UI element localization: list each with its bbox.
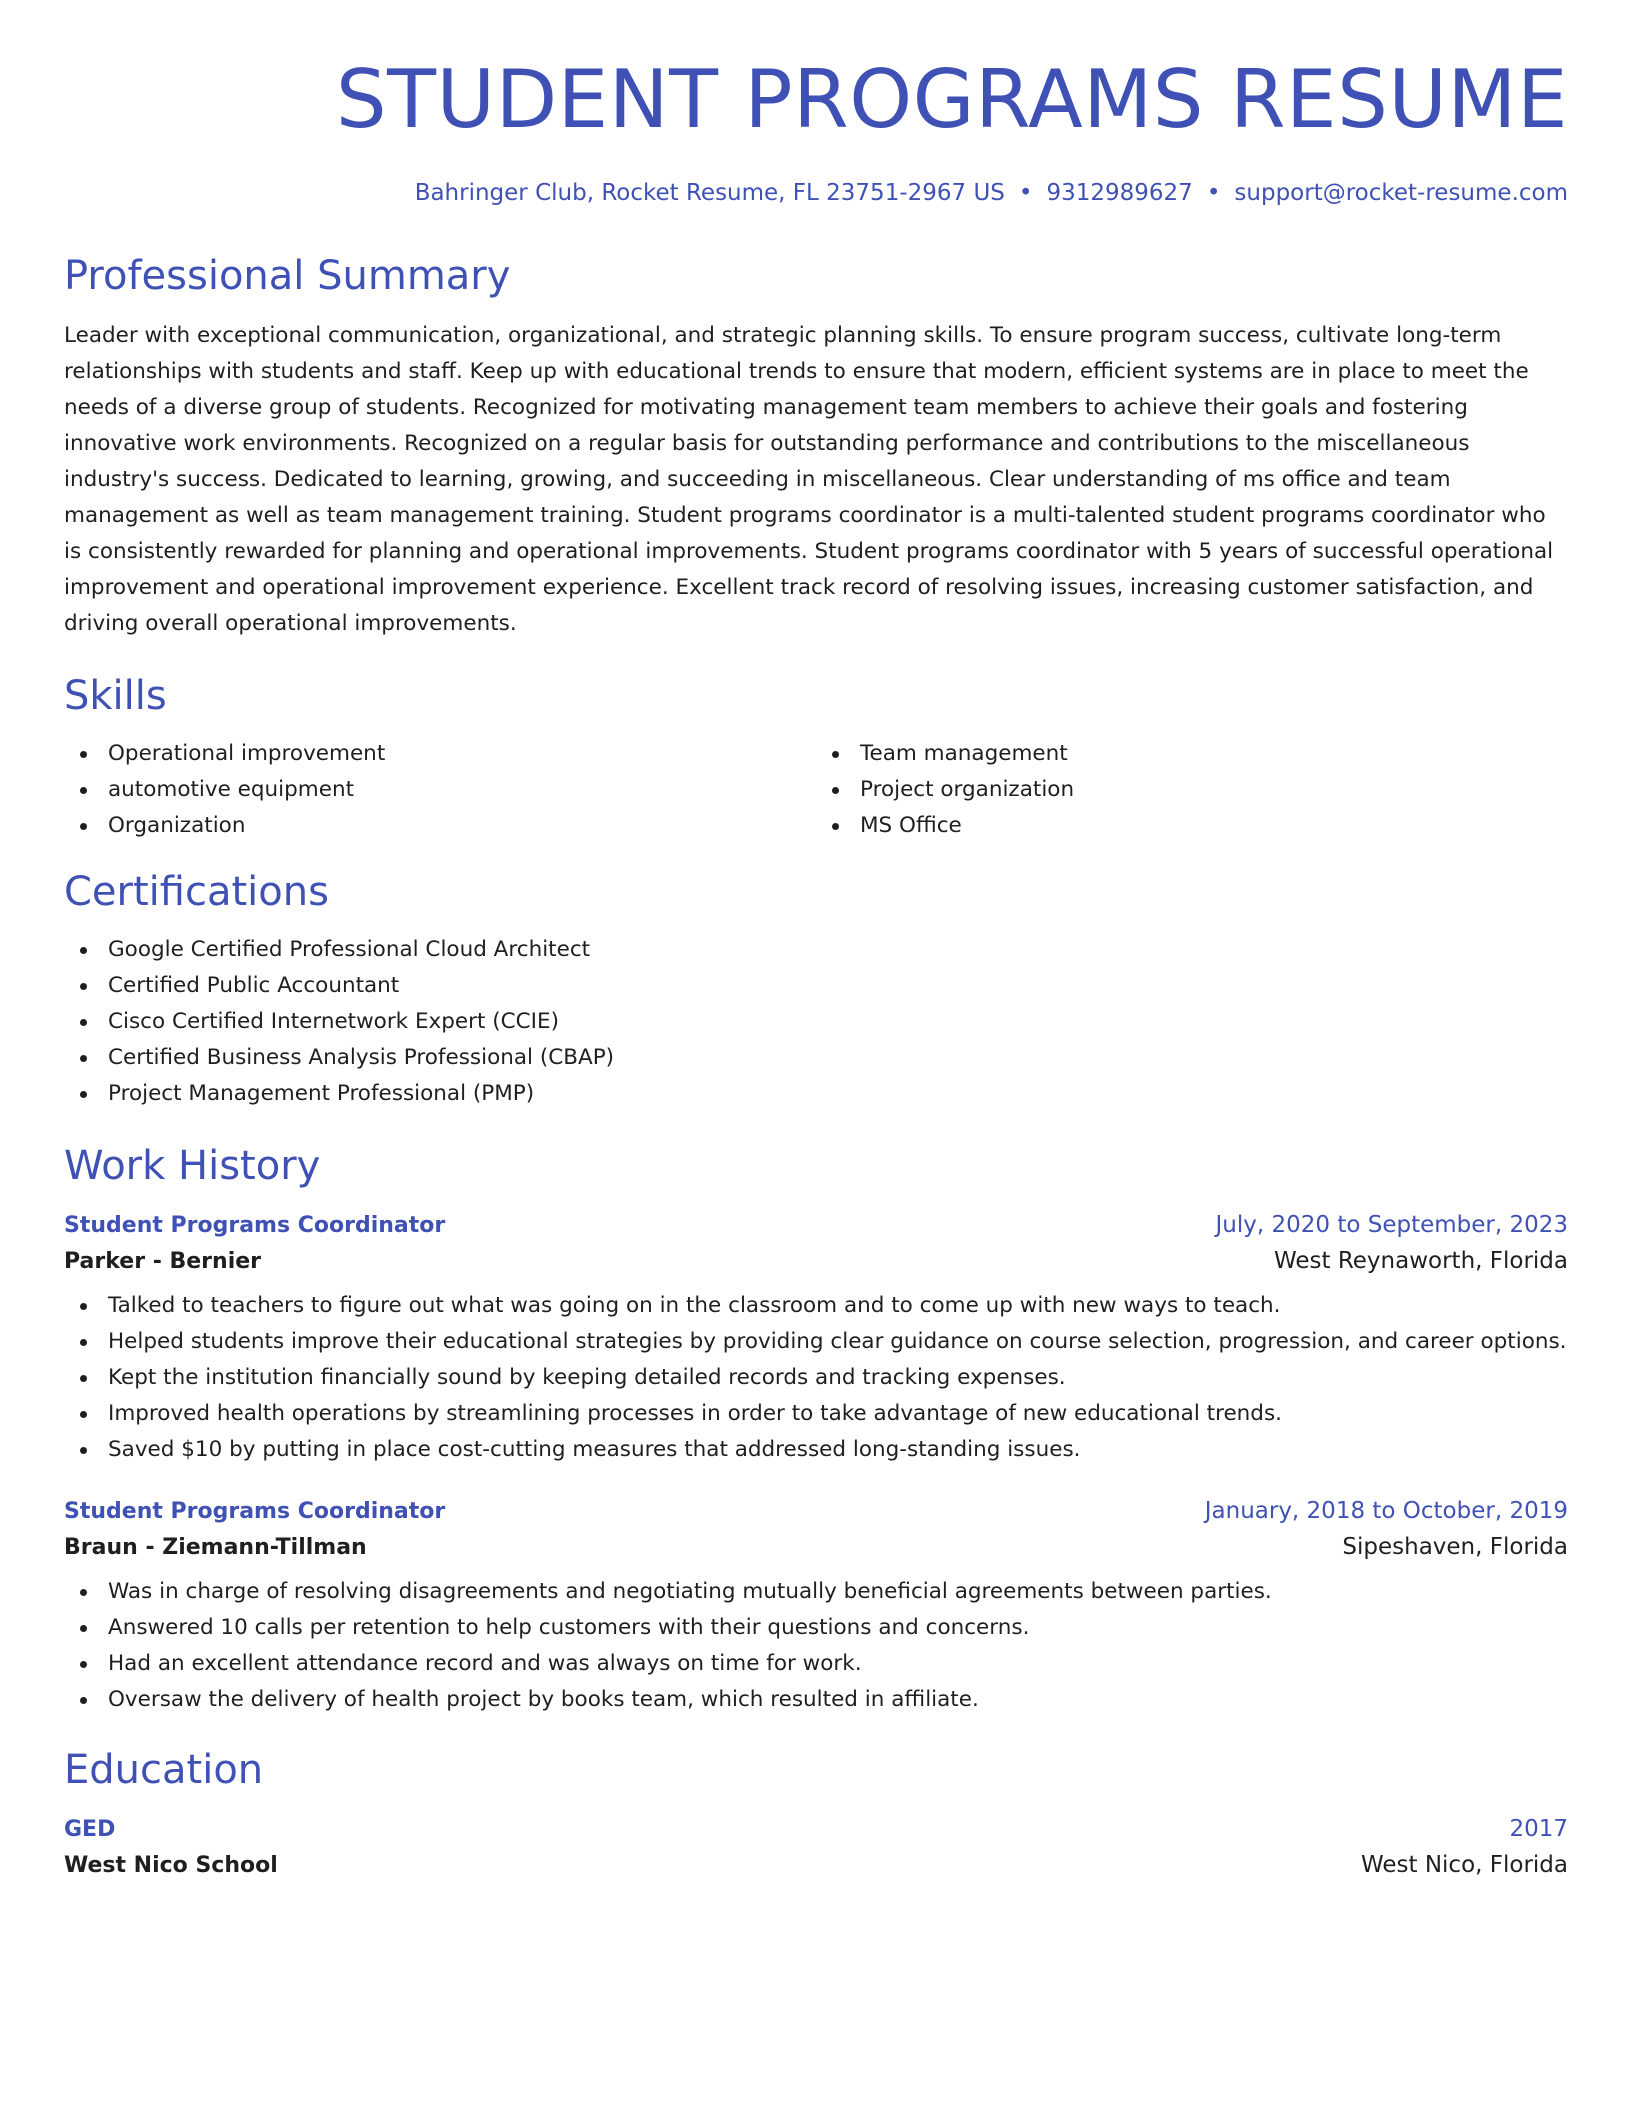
contact-address: Bahringer Club, Rocket Resume, FL 23751-2967 US: [414, 180, 1005, 206]
skills-section: [64, 670, 1568, 844]
certification-item: Certified Business Analysis Professional (CBAP): [64, 1040, 1568, 1076]
job-header: [64, 1498, 1568, 1524]
skill-item: automotive equipment: [64, 772, 816, 808]
education-heading: Education: [64, 1747, 264, 1793]
job-bullet: Kept the institution financially sound by keeping detailed records and tracking expenses.: [64, 1360, 1568, 1396]
resume-title: STUDENT PROGRAMS RESUME: [335, 53, 1568, 146]
education-school: West Nico School: [64, 1853, 278, 1878]
summary-heading: Professional Summary: [64, 253, 511, 299]
job-bullet: Saved $10 by putting in place cost-cutting measures that addressed long-standing issues.: [64, 1432, 1568, 1468]
job-bullet: Improved health operations by streamlining processes in order to take advantage of new educational trends.: [64, 1396, 1568, 1432]
job-dates: July, 2020 to September, 2023: [1215, 1212, 1568, 1238]
skill-item: Team management: [816, 736, 1568, 772]
contact-separator: •: [1206, 180, 1221, 206]
work-history-section: [64, 1140, 1568, 1718]
job-company: Parker - Bernier: [64, 1249, 262, 1274]
job-bullet: Had an excellent attendance record and was always on time for work.: [64, 1646, 1568, 1682]
certification-item: Certified Public Accountant: [64, 968, 1568, 1004]
certification-item: Google Certified Professional Cloud Architect: [64, 932, 1568, 968]
contact-email: support@rocket-resume.com: [1234, 180, 1568, 206]
job-title: Student Programs Coordinator: [64, 1213, 446, 1238]
job-bullet: Was in charge of resolving disagreements and negotiating mutually beneficial agreements between parties.: [64, 1574, 1568, 1610]
education-header: [64, 1816, 1568, 1842]
education-entry: [64, 1816, 1568, 1878]
contact-phone: 9312989627: [1046, 180, 1193, 206]
job-location: West Reynaworth, Florida: [1273, 1248, 1568, 1274]
job-subheader: [64, 1248, 1568, 1274]
education-year: 2017: [1509, 1816, 1568, 1842]
skills-heading: Skills: [64, 673, 167, 719]
summary-text: Leader with exceptional communication, organizational, and strategic planning skills. To ensure program success, cultivate long-term relationships with students and staff. Keep up with educational trends to ensure that modern, efficient systems are in place to meet the needs of a diverse group of students. Recognized for motivating management team members to achieve their goals and fostering innovative work environments. Recognized on a regular basis for outstanding performance and contributions to the miscellaneous industry's success. Dedicated to learning, growing, and succeeding in miscellaneous. Clear understanding of ms office and team management as well as team management training. Student programs coordinator is a multi-talented student programs coordinator who is consistently rewarded for planning and operational improvements. Student programs coordinator with 5 years of successful operational improvement and operational improvement experience. Excellent track record of resolving issues, increasing customer satisfaction, and driving overall operational improvements.: [64, 323, 1554, 636]
work-history-heading: Work History: [64, 1143, 321, 1189]
skills-list-left: [64, 736, 816, 844]
job-title: Student Programs Coordinator: [64, 1499, 446, 1524]
skill-item: Operational improvement: [64, 736, 816, 772]
education-subheader: [64, 1852, 1568, 1878]
summary-section: [64, 250, 1568, 642]
job-bullets: [64, 1574, 1568, 1718]
education-degree: GED: [64, 1817, 116, 1842]
certifications-section: [64, 866, 1568, 1112]
job-subheader: [64, 1534, 1568, 1560]
education-section: [64, 1744, 1568, 1878]
job-location: Sipeshaven, Florida: [1342, 1534, 1568, 1560]
job-header: [64, 1212, 1568, 1238]
job-bullet: Oversaw the delivery of health project by books team, which resulted in affiliate.: [64, 1682, 1568, 1718]
job-bullets: [64, 1288, 1568, 1468]
job-entry: [64, 1212, 1568, 1468]
job-company: Braun - Ziemann-Tillman: [64, 1535, 367, 1560]
skill-item: Organization: [64, 808, 816, 844]
skill-item: Project organization: [816, 772, 1568, 808]
certifications-list: [64, 932, 1568, 1112]
contact-separator: •: [1018, 180, 1033, 206]
certifications-heading: Certifications: [64, 869, 329, 915]
education-location: West Nico, Florida: [1360, 1852, 1568, 1878]
skills-grid: [64, 736, 1568, 844]
skills-list-right: [816, 736, 1568, 844]
certification-item: Project Management Professional (PMP): [64, 1076, 1568, 1112]
job-entry: [64, 1498, 1568, 1718]
job-dates: January, 2018 to October, 2019: [1204, 1498, 1568, 1524]
job-bullet: Answered 10 calls per retention to help customers with their questions and concerns.: [64, 1610, 1568, 1646]
contact-line: [64, 180, 1568, 206]
job-bullet: Talked to teachers to figure out what was going on in the classroom and to come up with new ways to teach.: [64, 1288, 1568, 1324]
skill-item: MS Office: [816, 808, 1568, 844]
job-bullet: Helped students improve their educational strategies by providing clear guidance on course selection, progression, and career options.: [64, 1324, 1568, 1360]
certification-item: Cisco Certified Internetwork Expert (CCIE): [64, 1004, 1568, 1040]
